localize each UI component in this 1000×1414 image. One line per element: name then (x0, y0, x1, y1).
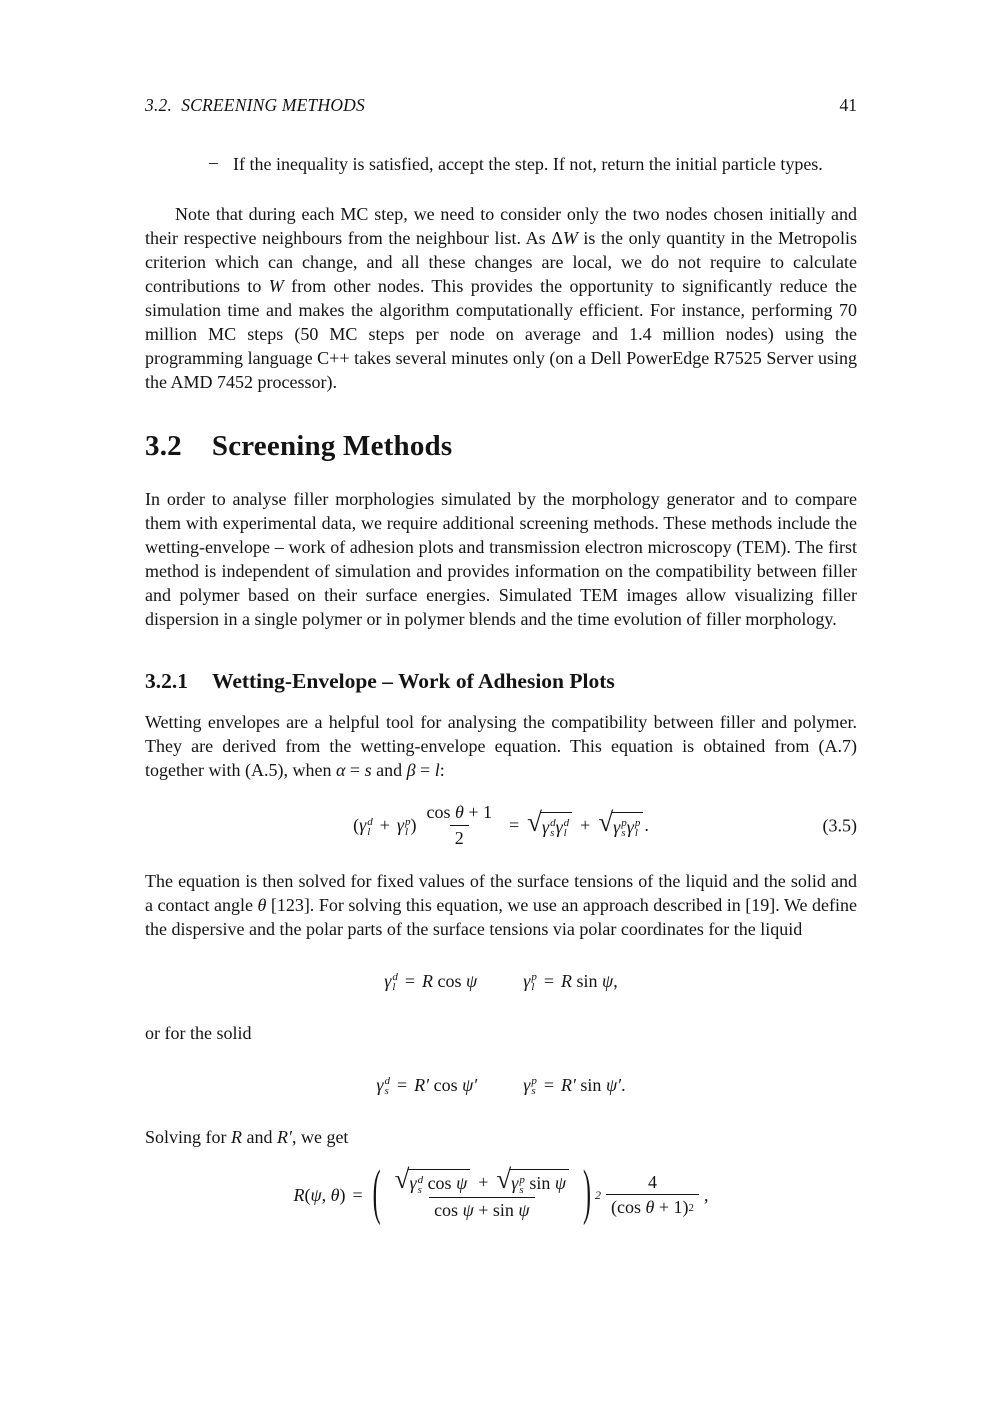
rsin-psi: R sin ψ, (560, 970, 618, 991)
paragraph-or-solid: or for the solid (145, 1023, 252, 1044)
radicand (510, 1169, 569, 1196)
gamma-l-d: γ d l (359, 815, 373, 838)
fraction-costheta (422, 802, 498, 849)
equals-sign: = (352, 1184, 363, 1205)
equation-solid-polar (145, 1065, 857, 1105)
equals-sign: = (404, 970, 416, 991)
big-close-paren: ) (583, 1161, 592, 1228)
cos-psi: cos ψ (423, 1173, 468, 1194)
comma: , (704, 1184, 709, 1205)
sin-psi: sin ψ (524, 1173, 567, 1194)
paragraph-solving: Solving for R and R′, we get (145, 1127, 349, 1148)
equation-number: (3.5) (822, 815, 857, 836)
fraction-denominator: 2 (450, 825, 469, 850)
plus-sign: + (580, 815, 591, 836)
rcos-psi-prime: R′ cos ψ′ (414, 1074, 478, 1095)
lhs-R: R(ψ, θ) (293, 1184, 346, 1205)
main-fraction-numerator (389, 1164, 575, 1197)
radical-sign: √ (527, 807, 542, 838)
radical-sign: √ (394, 1164, 410, 1195)
second-fraction-numerator: 4 (648, 1171, 658, 1192)
equals-sign: = (543, 1074, 554, 1095)
list-item-text: If the inequality is satisfied, accept the step. If not, return the initial particle types. (233, 154, 823, 174)
gamma-s-p: γ p s (523, 1074, 537, 1098)
text-block (145, 95, 857, 1242)
radical-term (527, 807, 572, 840)
second-fraction-denominator (606, 1194, 699, 1219)
paragraph-equation-solved: The equation is then solved for fixed values of the surface tensions of the liquid and the solid and a contact angle θ [123]. For solving this equation, we use an approach described in [19]. We define the dispersive and the polar parts of the surface tensions via polar coordinates for the liquid (145, 871, 857, 940)
radicand (612, 812, 643, 839)
radical-term (598, 807, 643, 840)
radical-term (496, 1164, 569, 1197)
close-paren: ) (410, 815, 417, 836)
section-heading (145, 430, 857, 463)
gamma-l-d: γ d l (384, 970, 398, 994)
gamma-l-p: γ p l (626, 816, 641, 840)
gamma-s-p: γ p s (613, 816, 627, 840)
radical-term (394, 1164, 471, 1197)
gamma-s-p: γ p s (511, 1173, 525, 1197)
radicand (541, 812, 572, 839)
second-fraction (606, 1172, 699, 1219)
subsection-title: Wetting-Envelope – Work of Adhesion Plots (212, 669, 615, 693)
equation-3-5 (145, 802, 857, 849)
radical-sign: √ (598, 807, 614, 838)
radical-sign: √ (496, 1164, 512, 1195)
paragraph-wetting-envelopes: Wetting envelopes are a helpful tool for analysing the compatibility between filler and polymer. They are derived from the wetting-envelope equation. This equation is obtained from (A.7) together with (A.5), when α = s and β = l: (145, 712, 857, 780)
equation-R-psi-theta (145, 1161, 857, 1228)
power-exponent: 2 (595, 1187, 602, 1202)
section-number: 3.2 (145, 430, 182, 462)
equals-sign: = (509, 815, 520, 836)
equation-3-5-body (353, 802, 649, 849)
fraction-numerator: cos θ + 1 (426, 802, 492, 822)
list-item (145, 152, 857, 176)
equals-sign: = (397, 1074, 408, 1095)
plus-sign: + (379, 815, 390, 836)
main-fraction-denominator: cos ψ + sin ψ (429, 1197, 535, 1222)
main-fraction (389, 1164, 575, 1222)
denominator-exponent: 2 (688, 1201, 695, 1214)
list-item-marker: – (209, 152, 218, 172)
open-paren: ( (353, 815, 360, 836)
equals-sign: = (543, 970, 554, 991)
gamma-l-p: γ p l (523, 970, 537, 994)
subsection-heading (145, 669, 857, 694)
radicand (408, 1169, 470, 1196)
gamma-s-d: γ d s (376, 1074, 391, 1098)
running-head: 3.2. SCREENING METHODS (145, 95, 365, 115)
costheta-term: (cos θ + 1) (611, 1197, 689, 1218)
rcos-psi: R cos ψ (422, 970, 478, 991)
equation-liquid-polar (145, 961, 857, 1001)
plus-sign: + (478, 1171, 489, 1192)
gamma-l-p: γ p l (396, 815, 411, 838)
page-header (145, 95, 857, 116)
period: . (644, 815, 649, 836)
subsection-number: 3.2.1 (145, 669, 188, 693)
gamma-l-d: γ d l (555, 816, 570, 840)
section-title: Screening Methods (211, 430, 453, 462)
big-open-paren: ( (372, 1161, 381, 1228)
page-number: 41 (839, 95, 857, 115)
rsin-psi-prime: R′ sin ψ′. (560, 1074, 626, 1095)
paragraph-mc-note: Note that during each MC step, we need to consider only the two nodes chosen initially and their respective neighbours from the neighbour list. As ΔW is the only quantity in the Metropolis criterion which can change, and all these changes are local, we do not require to calculate contributions to W from other nodes. This provides the opportunity to significantly reduce the simulation time and makes the algorithm computationally efficient. For instance, performing 70 million MC steps (50 MC steps per node on average and 1.4 million nodes) using the programming language C++ takes several minutes only (on a Dell PowerEdge R7525 Server using the AMD 7452 processor). (145, 204, 857, 392)
gamma-s-d: γ d s (541, 816, 556, 840)
gamma-s-d: γ d s (409, 1173, 424, 1197)
paragraph-screening-intro: In order to analyse filler morphologies simulated by the morphology generator and to compare them with experimental data, we require additional screening methods. These methods include the wetting-envelope – work of adhesion plots and transmission electron microscopy (TEM). The first method is independent of simulation and provides information on the compatibility between filler and polymer based on their surface energies. Simulated TEM images allow visualizing filler dispersion in a single polymer or in polymer blends and the time evolution of filler morphology. (145, 489, 857, 629)
